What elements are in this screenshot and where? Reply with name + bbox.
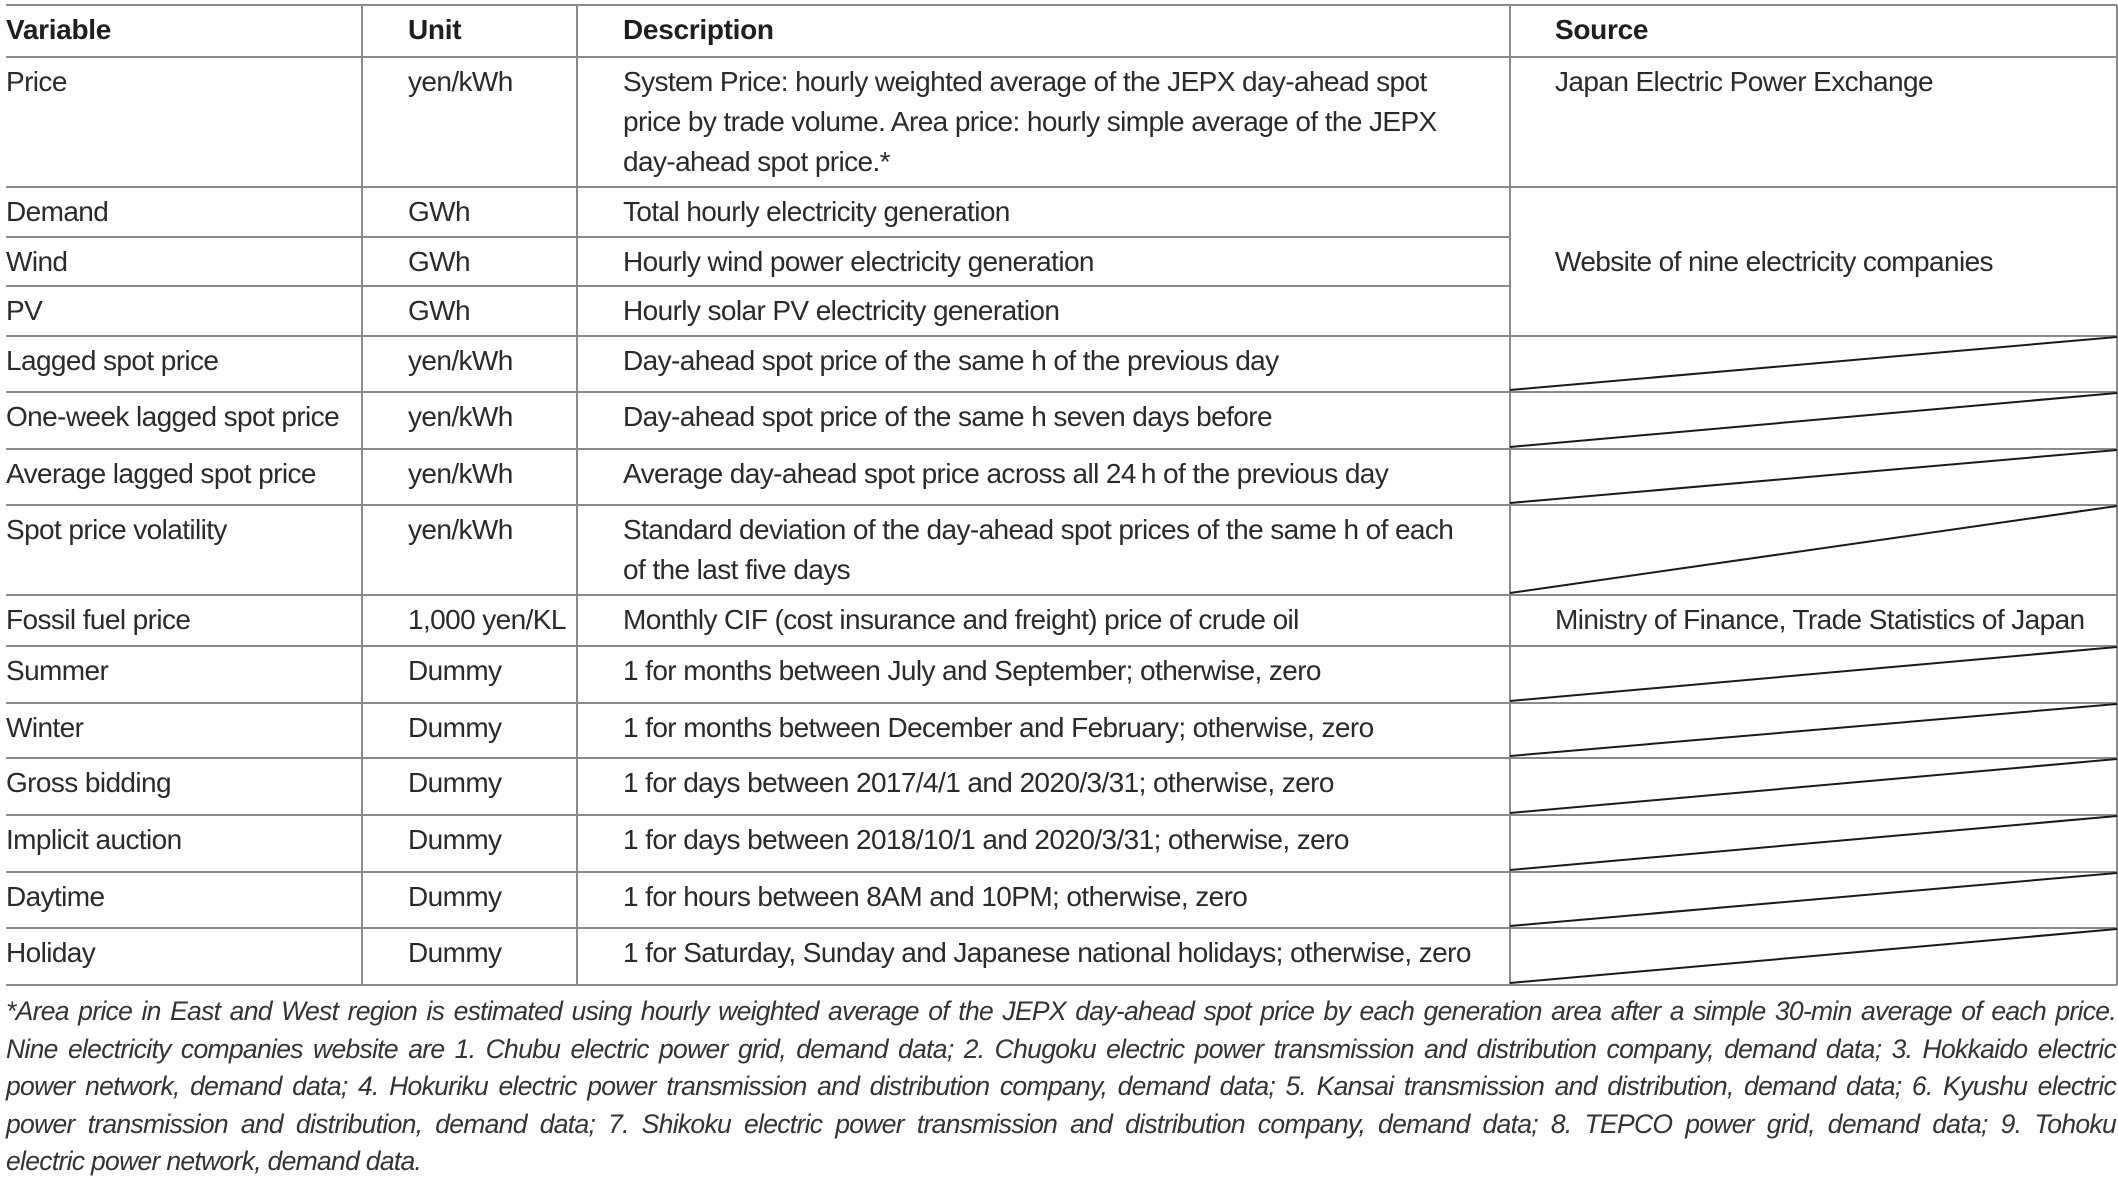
description-line: day-ahead spot price.* — [623, 146, 890, 177]
cell-variable: Summer — [6, 655, 109, 686]
cell-variable: Gross bidding — [6, 767, 171, 798]
footnote-line: power transmission and distribution, demand data; 7. Shikoku electric power transmission and distribution company, demand data; 8. TEPCO power grid, demand data; 9. Tohoku — [6, 1108, 2116, 1139]
cell-variable: Wind — [6, 246, 68, 277]
not-applicable-slash — [1510, 393, 2117, 447]
cell-unit: Dummy — [408, 881, 502, 912]
description-line: Hourly solar PV electricity generation — [623, 295, 1060, 326]
cell-unit: Dummy — [408, 937, 502, 968]
description-line: 1 for months between December and February; otherwise, zero — [623, 712, 1374, 743]
cell-variable: Lagged spot price — [6, 345, 219, 376]
cell-source: Japan Electric Power Exchange — [1555, 66, 1933, 97]
description-line: 1 for Saturday, Sunday and Japanese national holidays; otherwise, zero — [623, 937, 1471, 968]
cell-unit: Dummy — [408, 824, 502, 855]
description-line: 1 for months between July and September; otherwise, zero — [623, 655, 1321, 686]
description-line: of the last five days — [623, 554, 851, 585]
table-footnote — [6, 993, 2116, 1181]
description-line: 1 for days between 2017/4/1 and 2020/3/31; otherwise, zero — [623, 767, 1334, 798]
cell-variable: Average lagged spot price — [6, 458, 316, 489]
cell-variable: Daytime — [6, 881, 105, 912]
not-applicable-slashes — [6, 5, 2118, 1005]
header-variable: Variable — [6, 14, 112, 45]
cell-variable: Price — [6, 66, 67, 97]
description-line: 1 for days between 2018/10/1 and 2020/3/31; otherwise, zero — [623, 824, 1349, 855]
footnote-line: power network, demand data; 4. Hokuriku electric power transmission and distribution company, demand data; 5. Kansai transmission and distribution, demand data; 6. Kyushu electric — [6, 1071, 2116, 1102]
description-line: Total hourly electricity generation — [623, 196, 1010, 227]
cell-variable: PV — [6, 295, 43, 326]
description-line: 1 for hours between 8AM and 10PM; otherwise, zero — [623, 881, 1248, 912]
not-applicable-slash — [1510, 450, 2117, 503]
description-line: Day-ahead spot price of the same h of the previous day — [623, 345, 1279, 376]
cell-unit: Dummy — [408, 655, 502, 686]
not-applicable-slash — [1510, 647, 2117, 701]
description-line: price by trade volume. Area price: hourly simple average of the JEPX — [623, 106, 1437, 137]
footnote-line: *Area price in East and West region is estimated using hourly weighted average of the JEPX day-ahead spot price by each generation area after a simple 30-min average of each price. — [6, 996, 2116, 1026]
description-line: System Price: hourly weighted average of the JEPX day-ahead spot — [623, 66, 1427, 97]
footnote-line: Nine electricity companies website are 1. Chubu electric power grid, demand data; 2. Chugoku electric power transmission and distribution company, demand data; 3. Hokkaido electric — [6, 1033, 2116, 1064]
cell-source: Ministry of Finance, Trade Statistics of Japan — [1555, 604, 2085, 635]
not-applicable-slash — [1510, 816, 2117, 870]
cell-unit: GWh — [408, 295, 470, 326]
description-line: Average day-ahead spot price across all 24 h of the previous day — [623, 458, 1389, 489]
description-line: Monthly CIF (cost insurance and freight) price of crude oil — [623, 604, 1299, 635]
not-applicable-slash — [1510, 337, 2117, 390]
cell-unit: yen/kWh — [408, 66, 513, 97]
cell-unit: yen/kWh — [408, 401, 513, 432]
not-applicable-slash — [1510, 759, 2117, 813]
header-source: Source — [1555, 14, 1649, 45]
description-line: Hourly wind power electricity generation — [623, 246, 1094, 277]
not-applicable-slash — [1510, 929, 2117, 983]
not-applicable-slash — [1510, 506, 2117, 593]
cell-variable: Fossil fuel price — [6, 604, 191, 635]
header-description: Description — [623, 14, 774, 45]
cell-variable: Holiday — [6, 937, 96, 968]
cell-unit: Dummy — [408, 712, 502, 743]
cell-unit: Dummy — [408, 767, 502, 798]
cell-variable: One-week lagged spot price — [6, 401, 340, 432]
cell-variable: Implicit auction — [6, 824, 182, 855]
not-applicable-slash — [1510, 704, 2117, 756]
cell-variable: Demand — [6, 196, 109, 227]
not-applicable-slash — [1510, 873, 2117, 926]
cell-variable: Winter — [6, 712, 84, 743]
description-line: Standard deviation of the day-ahead spot prices of the same h of each — [623, 514, 1454, 545]
cell-unit: yen/kWh — [408, 458, 513, 489]
cell-unit: yen/kWh — [408, 345, 513, 376]
cell-unit: GWh — [408, 246, 470, 277]
cell-source: Website of nine electricity companies — [1555, 246, 1993, 277]
cell-unit: 1,000 yen/KL — [408, 604, 566, 635]
cell-unit: GWh — [408, 196, 470, 227]
cell-unit: yen/kWh — [408, 514, 513, 545]
header-unit: Unit — [408, 14, 462, 45]
description-line: Day-ahead spot price of the same h seven days before — [623, 401, 1272, 432]
footnote-line: electric power network, demand data. — [6, 1146, 422, 1177]
cell-variable: Spot price volatility — [6, 514, 227, 545]
